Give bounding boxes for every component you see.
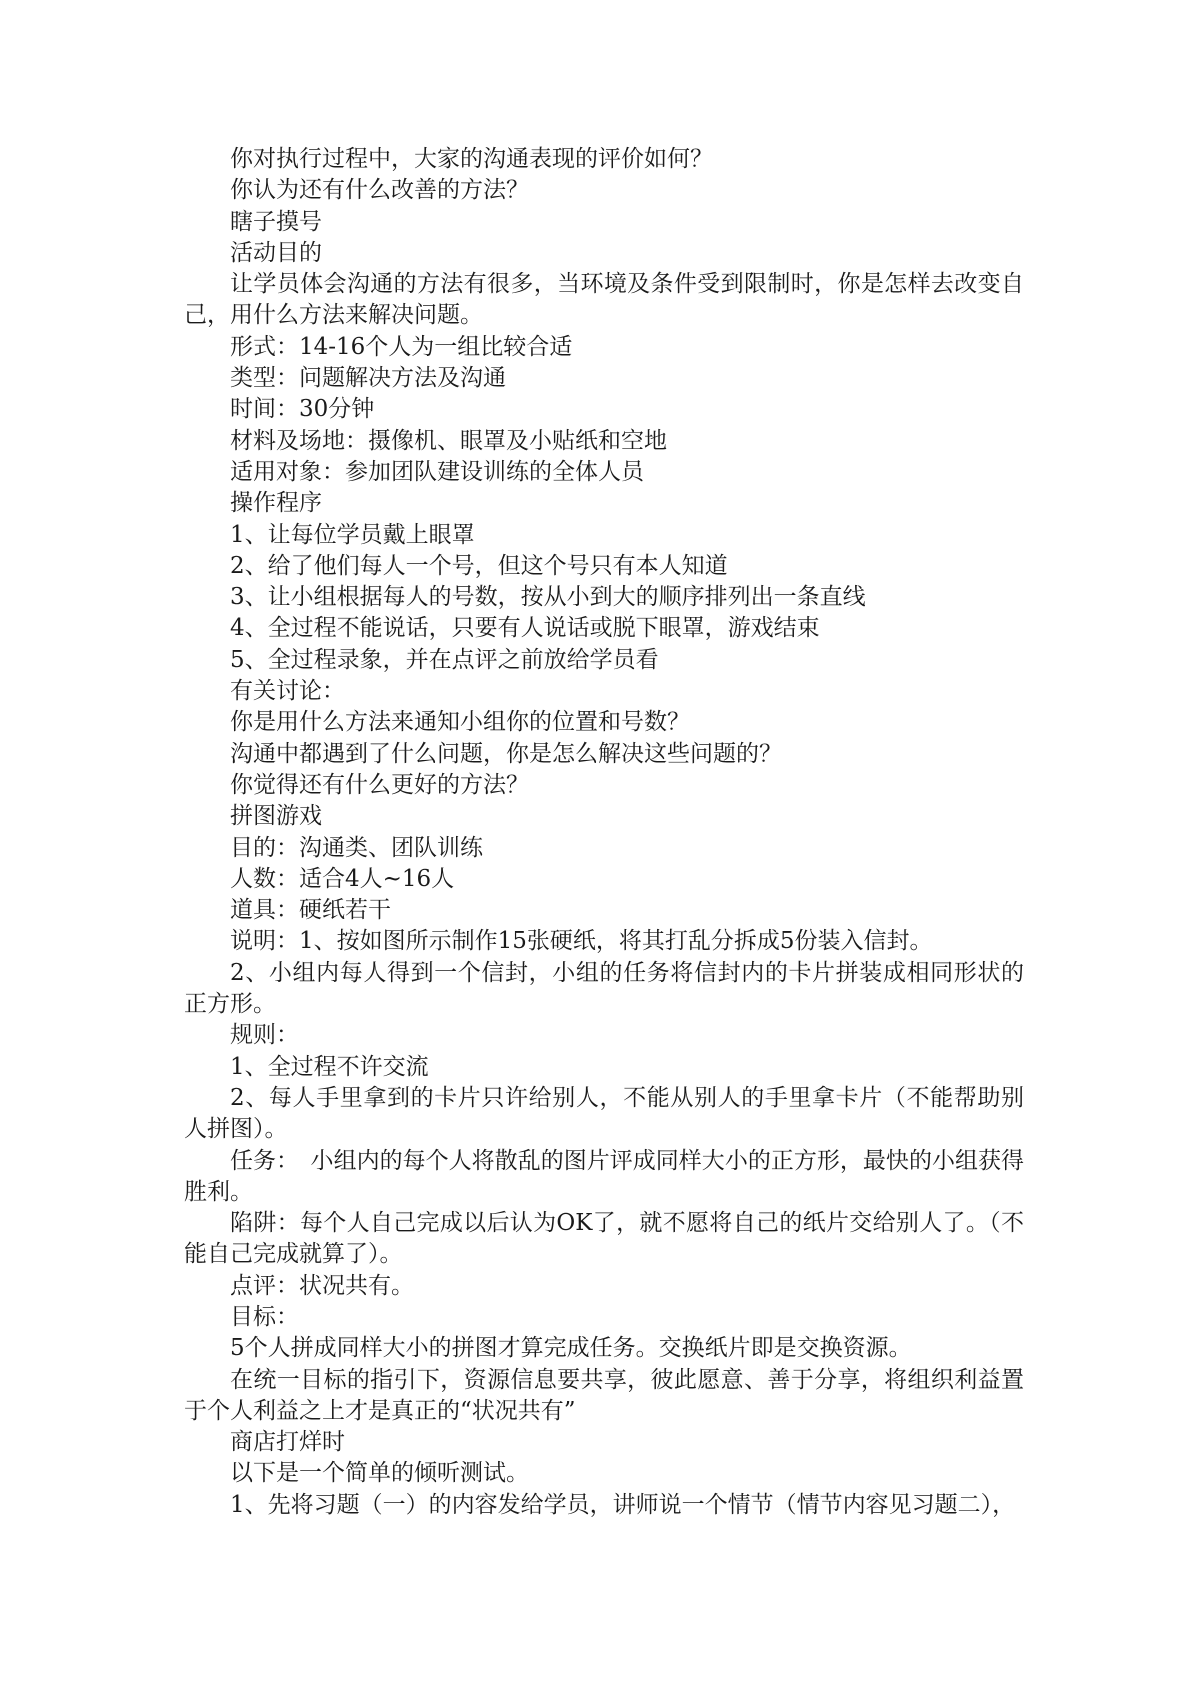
paragraph: 5个人拼成同样大小的拼图才算完成任务。交换纸片即是交换资源。	[230, 1335, 912, 1362]
section-title: 瞎子摸号	[230, 208, 322, 235]
list-item: 3、让小组根据每人的号数，按从小到大的顺序排列出一条直线	[230, 584, 866, 611]
section-title: 拼图游戏	[230, 803, 322, 830]
list-item: 2、给了他们每人一个号，但这个号只有本人知道	[230, 552, 728, 579]
paragraph: 有关讨论：	[230, 678, 345, 705]
list-item: 5、全过程录象，并在点评之前放给学员看	[230, 646, 659, 673]
paragraph: 时间：30分钟	[230, 396, 375, 423]
list-item: 2、每人手里拿到的卡片只许给别人，不能从别人的手里拿卡片（不能帮助别人拼图）。	[184, 1084, 1024, 1143]
paragraph: 类型：问题解决方法及沟通	[230, 365, 506, 392]
paragraph: 你认为还有什么改善的方法？	[230, 177, 529, 204]
paragraph: 你觉得还有什么更好的方法？	[230, 771, 529, 798]
paragraph: 让学员体会沟通的方法有很多，当环境及条件受到限制时，你是怎样去改变自己，用什么方法来解决问题。	[184, 271, 1024, 329]
paragraph: 目标：	[230, 1303, 299, 1330]
paragraph: 点评：状况共有。	[230, 1272, 414, 1299]
list-item: 4、全过程不能说话，只要有人说话或脱下眼罩，游戏结束	[230, 615, 820, 642]
paragraph: 任务： 小组内的每个人将散乱的图片评成同样大小的正方形，最快的小组获得胜利。	[184, 1147, 1024, 1205]
paragraph: 规则：	[230, 1022, 299, 1049]
document-body	[184, 144, 1024, 1521]
paragraph: 沟通中都遇到了什么问题，你是怎么解决这些问题的？	[230, 740, 782, 767]
paragraph: 操作程序	[230, 490, 322, 517]
paragraph: 1、先将习题（一）的内容发给学员，讲师说一个情节（情节内容见习题二），	[230, 1491, 1016, 1518]
paragraph: 你对执行过程中，大家的沟通表现的评价如何？	[230, 146, 713, 172]
paragraph: 2、小组内每人得到一个信封，小组的任务将信封内的卡片拼装成相同形状的正方形。	[184, 959, 1024, 1018]
paragraph: 人数：适合4人~16人	[230, 865, 455, 892]
list-item: 1、全过程不许交流	[230, 1053, 429, 1080]
paragraph: 材料及场地：摄像机、眼罩及小贴纸和空地	[230, 427, 667, 454]
paragraph: 你是用什么方法来通知小组你的位置和号数？	[230, 709, 690, 736]
list-item: 1、让每位学员戴上眼罩	[230, 521, 475, 548]
paragraph: 形式：14-16个人为一组比较合适	[230, 333, 573, 360]
paragraph: 活动目的	[230, 239, 322, 266]
section-title: 商店打烊时	[230, 1429, 345, 1456]
paragraph: 适用对象：参加团队建设训练的全体人员	[230, 458, 644, 485]
paragraph: 说明：1、按如图所示制作15张硬纸，将其打乱分拆成5份装入信封。	[230, 928, 933, 955]
paragraph: 目的：沟通类、团队训练	[230, 834, 483, 861]
paragraph: 道具：硬纸若干	[230, 897, 391, 924]
paragraph: 陷阱：每个人自己完成以后认为OK了，就不愿将自己的纸片交给别人了。（不能自己完成就算了）。	[184, 1210, 1024, 1268]
paragraph: 在统一目标的指引下，资源信息要共享，彼此愿意、善于分享，将组织利益置于个人利益之上才是真正的“状况共有”	[184, 1366, 1024, 1424]
paragraph: 以下是一个简单的倾听测试。	[230, 1460, 529, 1487]
